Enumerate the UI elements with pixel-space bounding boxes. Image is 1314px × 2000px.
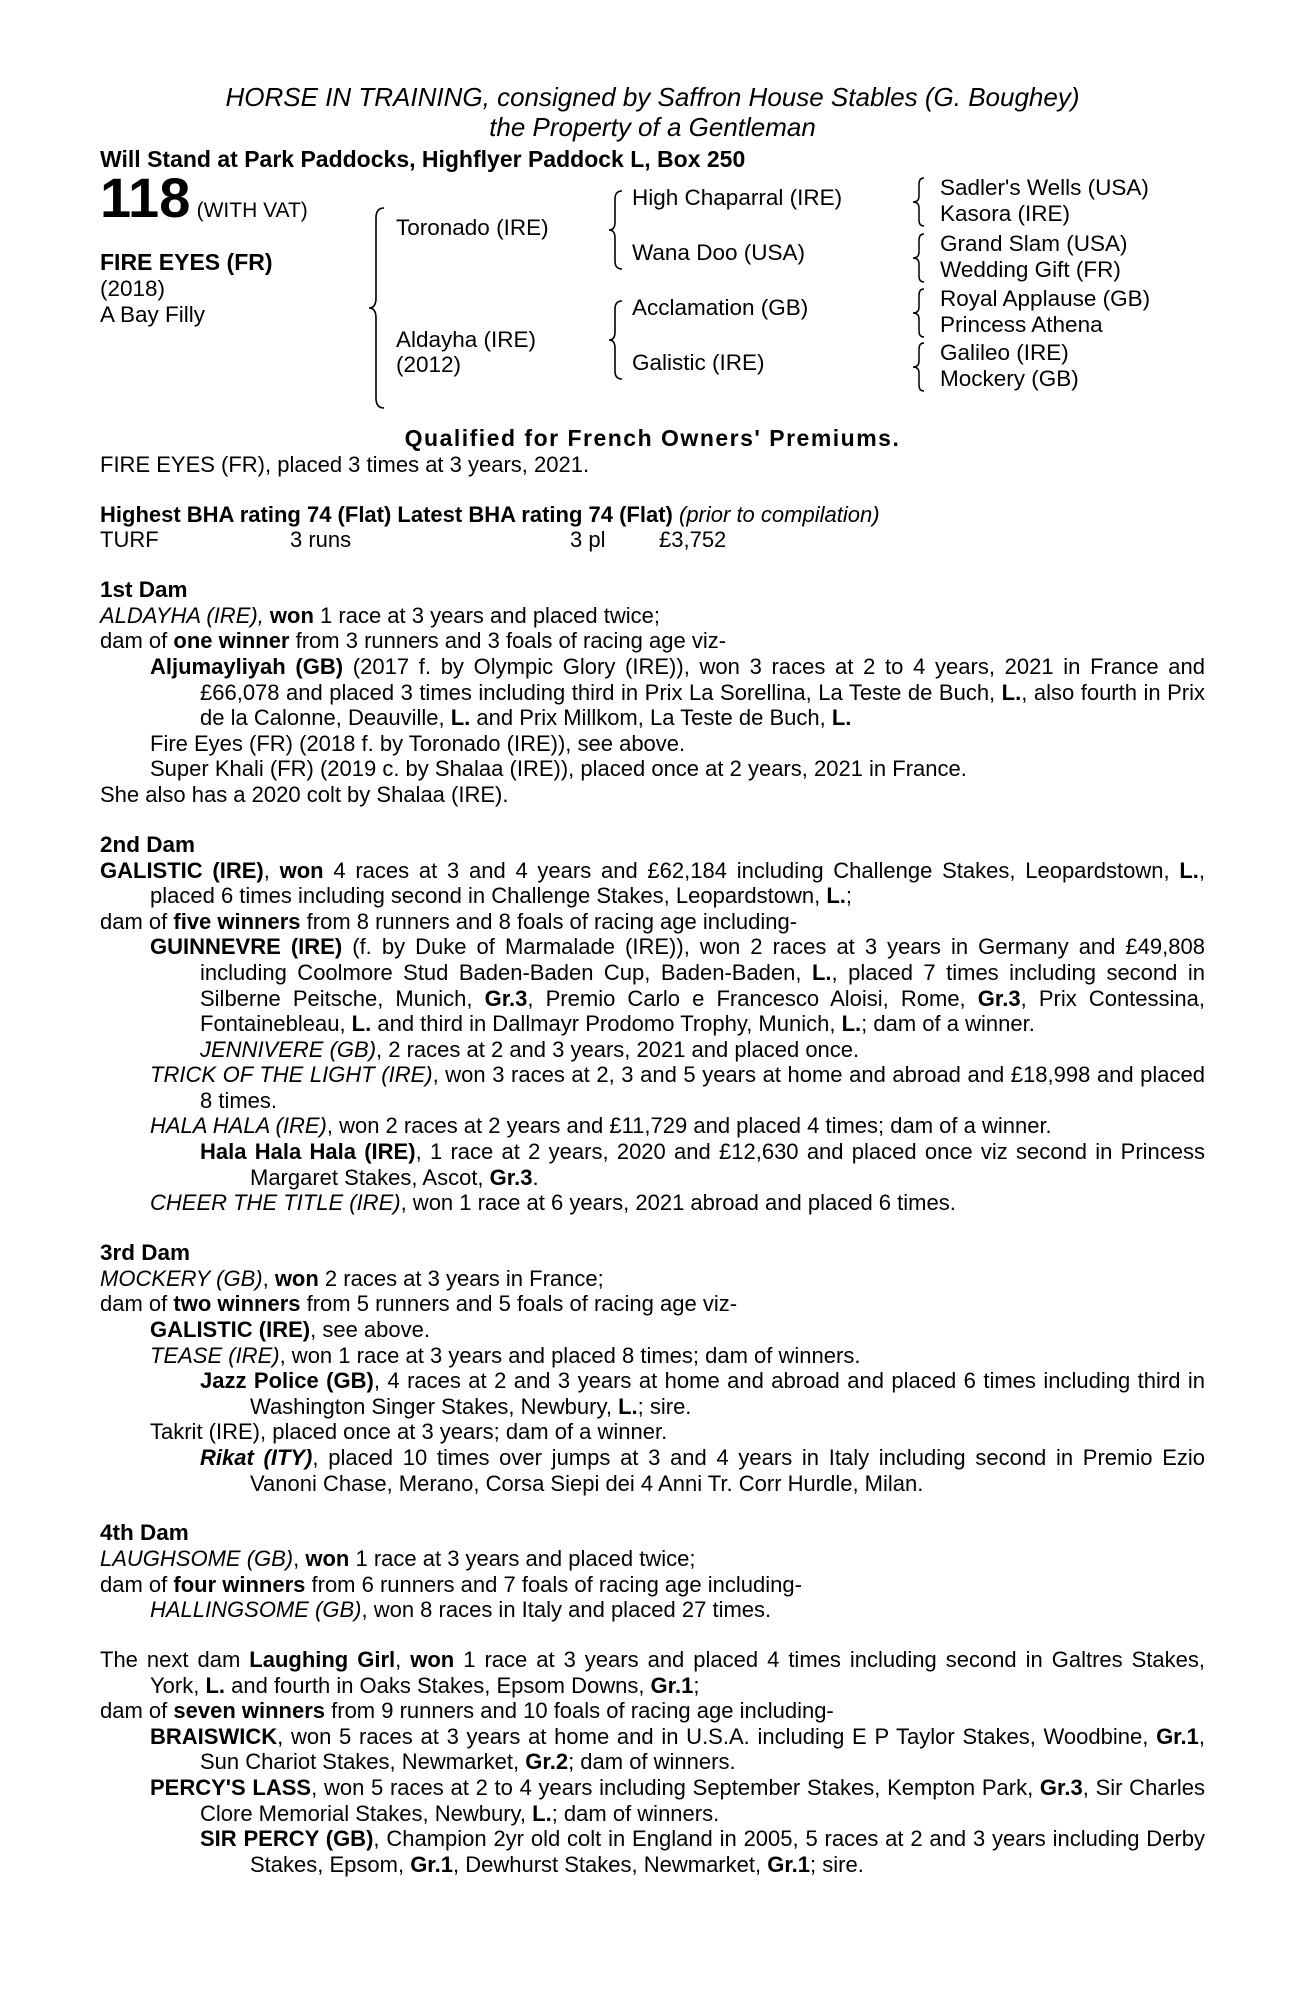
stand-location: Will Stand at Park Paddocks, Highflyer Paddock L, Box 250 [100,146,746,172]
third-dam-progeny-jazz-police: Jazz Police (GB), 4 races at 2 and 3 years at home and abroad and placed 6 times including third in Washington Singer Stakes, Newbury, L.; sire. [200,1368,1206,1419]
fourth-dam-progeny-hallingsome: HALLINGSOME (GB), won 8 races in Italy and placed 27 times. [150,1597,772,1623]
pedigree-sire-sire: High Chaparral (IRE) [632,185,843,210]
pedigree-g7: Galileo (IRE) [940,340,1069,365]
first-dam-progeny-1: Aljumayliyah (GB) (2017 f. by Olympic Glory (IRE)), won 3 races at 2 to 4 years, 2021 in France and £66,078 and placed 3 times including third in Prix La Sorellina, La Teste de Buch, L., also fourth in Prix de la Calonne, Deauville, L. and Prix Millkom, La Teste de Buch, L. [150,653,1205,731]
first-dam-note: She also has a 2020 colt by Shalaa (IRE). [100,781,509,807]
fourth-dam-line2: dam of four winners from 6 runners and 7 foals of racing age including- [100,1571,802,1597]
horse-name: FIRE EYES (FR) [100,249,273,275]
horse-year: (2018) [100,276,166,301]
fourth-dam-heading: 4th Dam [100,1520,189,1546]
pedigree-g6: Princess Athena [940,312,1103,337]
pedigree-dam-sire: Acclamation (GB) [632,295,809,320]
third-dam-progeny-rikat: Rikat (ITY), placed 10 times over jumps at 3 and 4 years in Italy including second in Premio Ezio Vanoni Chase, Merano, Corsa Siepi dei 4 Anni Tr. Corr Hurdle, Milan. [200,1445,1205,1496]
pedigree-table [100,166,1205,424]
first-dam-progeny-2: Fire Eyes (FR) (2018 f. by Toronado (IRE)), see above. [150,730,686,756]
pedigree-dam: Aldayha (IRE) [396,327,537,352]
fourth-dam-line1: LAUGHSOME (GB), won 1 race at 3 years and placed twice; [100,1546,696,1572]
catalogue-page [100,82,1205,1877]
first-dam-heading: 1st Dam [100,576,188,602]
pedigree-brace-main [368,206,386,411]
second-dam-line2: dam of five winners from 8 runners and 8 foals of racing age including- [100,908,798,934]
pedigree-sire-dam: Wana Doo (USA) [632,240,805,265]
page-title: HORSE IN TRAINING, consigned by Saffron House Stables (G. Boughey) [225,82,1080,112]
rating-line: Highest BHA rating 74 (Flat) Latest BHA rating 74 (Flat) (prior to compilation) [100,501,880,527]
race-summary: FIRE EYES (FR), placed 3 times at 3 years, 2021. [100,452,590,477]
pedigree-brace-g7 [912,341,926,393]
horse-description: A Bay Filly [100,302,206,327]
first-dam-line1: ALDAYHA (IRE), won 1 race at 3 years and placed twice; [100,602,661,628]
lot-number-block [100,166,308,229]
pedigree-g2: Kasora (IRE) [940,201,1071,226]
pedigree-g5: Royal Applause (GB) [940,286,1151,311]
third-dam-progeny-tease: TEASE (IRE), won 1 race at 3 years and placed 8 times; dam of winners. [150,1342,861,1368]
pedigree-brace-sire [608,189,624,271]
second-dam-progeny-jennivere: JENNIVERE (GB), 2 races at 2 and 3 years, 2021 and placed once. [200,1036,860,1062]
lot-number: 118 [100,166,191,229]
pedigree-dam-dam: Galistic (IRE) [632,350,765,375]
third-dam-heading: 3rd Dam [100,1239,191,1265]
page-subtitle: the Property of a Gentleman [489,112,816,142]
pedigree-brace-g5 [912,287,926,339]
pedigree-g8: Mockery (GB) [940,366,1079,391]
lot-vat: (WITH VAT) [196,199,308,222]
second-dam-line1: GALISTIC (IRE), won 4 races at 3 and 4 years and £62,184 including Challenge Stakes, Leopardstown, L., placed 6 times including second in Challenge Stakes, Leopardstown, L.; [100,857,1206,909]
second-dam-progeny-trick: TRICK OF THE LIGHT (IRE), won 3 races at 2, 3 and 5 years at home and abroad and £18,998 and placed 8 times. [150,1062,1205,1113]
pedigree-dam-year: (2012) [396,352,462,377]
second-dam-progeny-cheer: CHEER THE TITLE (IRE), won 1 race at 6 years, 2021 abroad and placed 6 times. [150,1190,956,1216]
second-dam-progeny-guinnevre: GUINNEVRE (IRE) (f. by Duke of Marmalade (IRE)), won 2 races at 3 years in Germany and £49,808 including Coolmore Stud Baden-Baden Cup, Baden-Baden, L., placed 7 times including second in Silberne Peitsche, Munich, Gr.3, Premio Carlo e Francesco Aloisi, Rome, Gr.3, Prix Contessina, Fontainebleau, L. and third in Dallmayr Prodomo Trophy, Munich, L.; dam of a winner. [150,934,1205,1037]
second-dam-progeny-hala: HALA HALA (IRE), won 2 races at 2 years and £11,729 and placed 4 times; dam of a winner. [150,1113,1052,1139]
third-dam-line1: MOCKERY (GB), won 2 races at 3 years in France; [100,1265,604,1291]
next-dam-progeny-braiswick: BRAISWICK, won 5 races at 3 years at home and in U.S.A. including E P Taylor Stakes, Woodbine, Gr.1, Sun Chariot Stakes, Newmarket, Gr.2; dam of winners. [150,1723,1205,1775]
first-dam-line2: dam of one winner from 3 runners and 3 foals of racing age viz- [100,628,727,654]
third-dam-progeny-galistic: GALISTIC (IRE), see above. [150,1317,430,1343]
pedigree-g1: Sadler's Wells (USA) [940,175,1149,200]
pedigree-sire: Toronado (IRE) [396,215,549,240]
turf-record: TURF 3 runs 3 pl £3,752 [100,527,727,553]
pedigree-g3: Grand Slam (USA) [940,231,1128,256]
next-dam-progeny-percys-lass: PERCY'S LASS, won 5 races at 2 to 4 years including September Stakes, Kempton Park, Gr.3, Sir Charles Clore Memorial Stakes, Newbury, L.; dam of winners. [150,1774,1205,1826]
first-dam-progeny-3: Super Khali (FR) (2019 c. by Shalaa (IRE)), placed once at 2 years, 2021 in France. [150,756,967,782]
second-dam-heading: 2nd Dam [100,831,196,857]
pedigree-brace-g1 [912,176,926,228]
pedigree-g4: Wedding Gift (FR) [940,257,1121,282]
second-dam-progeny-hala-hala-hala: Hala Hala Hala (IRE), 1 race at 2 years, 2020 and £12,630 and placed once viz second in Princess Margaret Stakes, Ascot, Gr.3. [200,1139,1206,1190]
next-dam-line1: The next dam Laughing Girl, won 1 race at 3 years and placed 4 times including second in Galtres Stakes, York, L. and fourth in Oaks Stakes, Epsom Downs, Gr.1; [100,1646,1205,1698]
next-dam-line2: dam of seven winners from 9 runners and 10 foals of racing age including- [100,1698,834,1724]
third-dam-progeny-takrit: Takrit (IRE), placed once at 3 years; dam of a winner. [150,1419,668,1445]
pedigree-brace-g3 [912,232,926,284]
third-dam-line2: dam of two winners from 5 runners and 5 foals of racing age viz- [100,1291,738,1317]
next-dam-progeny-sir-percy: SIR PERCY (GB), Champion 2yr old colt in England in 2005, 5 races at 2 and 3 years including Derby Stakes, Epsom, Gr.1, Dewhurst Stakes, Newmarket, Gr.1; sire. [200,1826,1205,1877]
qualified-notice: Qualified for French Owners' Premiums. [404,425,901,451]
pedigree-brace-dam [608,299,624,381]
